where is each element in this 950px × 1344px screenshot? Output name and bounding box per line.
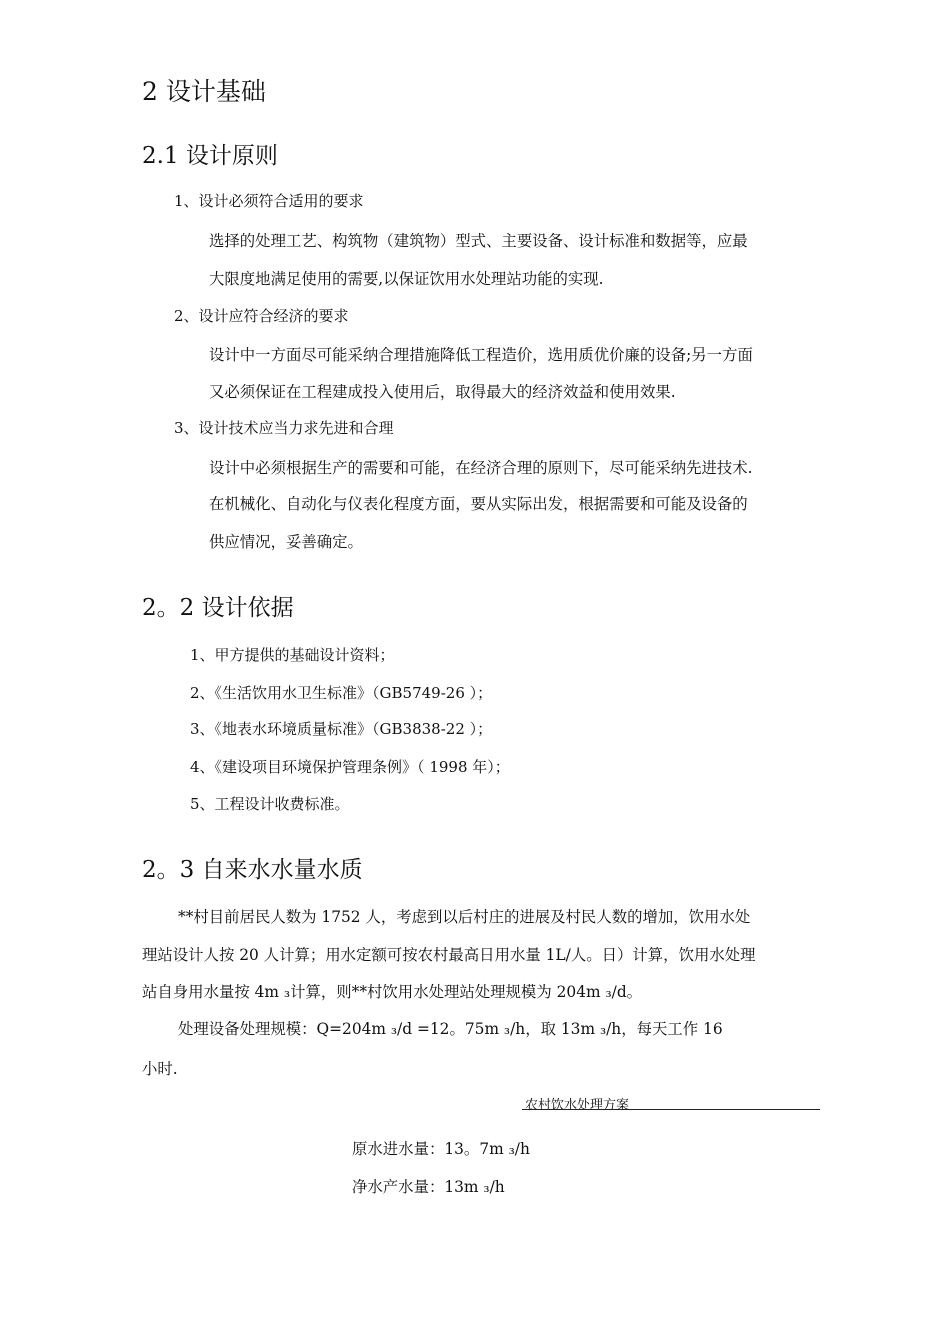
basis-item: 5、工程设计收费标准。 xyxy=(190,795,350,813)
water-para-line-2: 理站设计人按 20 人计算；用水定额可按农村最高日用水量 1L/人。日）计算，饮用水处理 xyxy=(142,946,756,964)
principle-3-line-2: 在机械化、自动化与仪表化程度方面，要从实际出发，根据需要和可能及设备的 xyxy=(209,495,748,513)
section-heading-2-2: 2。2 设计依据 xyxy=(142,595,294,621)
principle-3-line-3: 供应情况，妥善确定。 xyxy=(209,533,363,551)
principle-1-line-2: 大限度地满足使用的需要,以保证饮用水处理站功能的实现. xyxy=(209,270,604,288)
raw-water-inflow: 原水进水量：13。7m ₃/h xyxy=(352,1140,530,1158)
principle-2-line-1: 设计中一方面尽可能采纳合理措施降低工程造价，选用质优价廉的设备;另一方面 xyxy=(209,346,753,364)
section-heading-2-1: 2.1 设计原则 xyxy=(142,143,278,169)
principle-1-title: 1、设计必须符合适用的要求 xyxy=(174,192,364,210)
clean-water-output: 净水产水量：13m ₃/h xyxy=(352,1178,505,1196)
header-rule xyxy=(522,1109,820,1110)
water-para-line-1: **村目前居民人数为 1752 人，考虑到以后村庄的进展及村民人数的增加，饮用水处 xyxy=(178,908,751,926)
basis-item: 3、《地表水环境质量标准》（GB3838-22 ）； xyxy=(190,720,493,738)
section-heading-2-3: 2。3 自来水水量水质 xyxy=(142,857,363,883)
principle-2-line-2: 又必须保证在工程建成投入使用后，取得最大的经济效益和使用效果. xyxy=(209,383,676,401)
basis-item: 1、甲方提供的基础设计资料； xyxy=(190,646,395,664)
water-para-line-3: 站自身用水量按 4m ₃计算，则**村饮用水处理站处理规模为 204m ₃/d。 xyxy=(142,983,643,1001)
basis-item: 4、《建设项目环境保护管理条例》（ 1998 年）； xyxy=(190,758,510,776)
principle-3-line-1: 设计中必须根据生产的需要和可能，在经济合理的原则下，尽可能采纳先进技术. xyxy=(209,459,753,477)
principle-2-title: 2、设计应符合经济的要求 xyxy=(174,307,349,325)
principle-3-title: 3、设计技术应当力求先进和合理 xyxy=(174,419,394,437)
scale-line-1: 处理设备处理规模：Q=204m ₃/d =12。75m ₃/h，取 13m ₃/h，每天工作 16 xyxy=(178,1020,723,1038)
basis-item: 2、《生活饮用水卫生标准》（GB5749-26 ）； xyxy=(190,684,493,702)
running-header: 农村饮水处理方案 xyxy=(525,1098,630,1113)
scale-line-2: 小时. xyxy=(142,1060,178,1078)
principle-1-line-1: 选择的处理工艺、构筑物（建筑物）型式、主要设备、设计标准和数据等，应最 xyxy=(209,232,748,250)
chapter-heading: 2 设计基础 xyxy=(142,77,266,106)
